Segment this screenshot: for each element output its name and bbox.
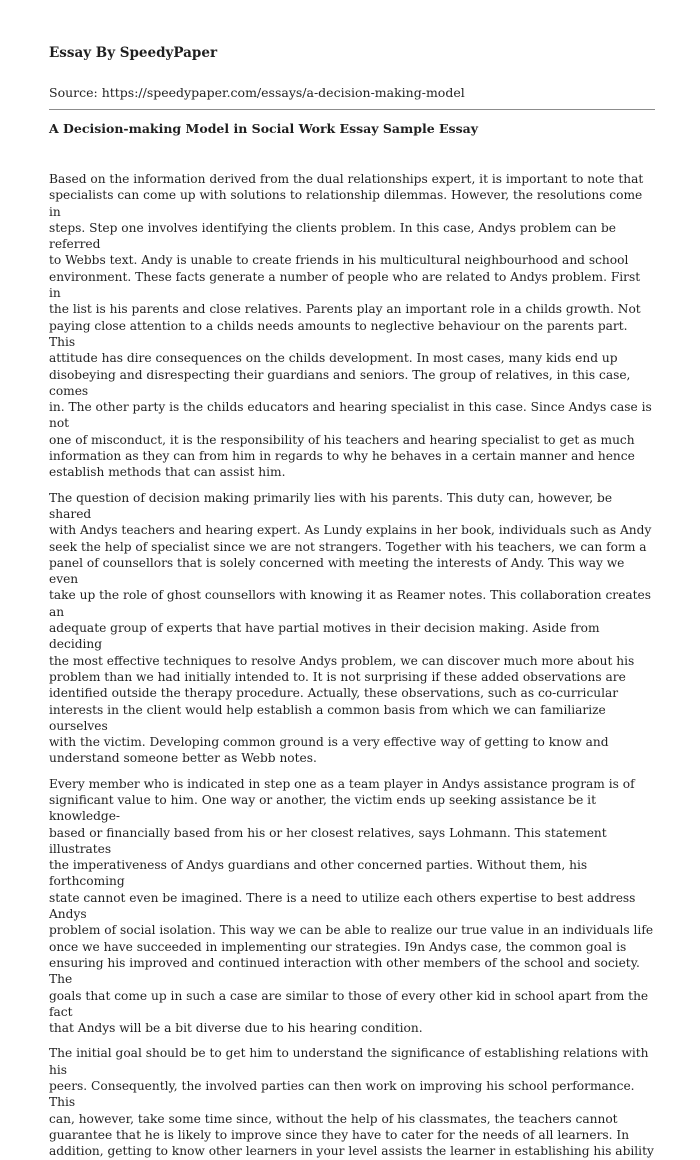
essay-title: A Decision-making Model in Social Work Essay Sample Essay (49, 121, 478, 136)
essay-body (49, 171, 655, 1159)
body-paragraph: Based on the information derived from the dual relationships expert, it is important to note that specialists can come up with solutions to relationship dilemmas. However, the resolutions come in steps. Step one involves identifying the clients problem. In this case, Andys problem can be referred to Webbs text. Andy is unable to create friends in his multicultural neighbourhood and school environment. These facts generate a number of people who are related to Andys problem. First in the list is his parents and close relatives. Parents play an important role in a childs growth. Not paying close attention to a childs needs amounts to neglective behaviour on the parents part. This attitude has dire consequences on the childs development. In most cases, many kids end up disobeying and disrespecting their guardians and seniors. The group of relatives, in this case, comes in. The other party is the childs educators and hearing specialist in this case. Since Andys case is not one of misconduct, it is the responsibility of his teachers and hearing specialist to get as much information as they can from him in regards to why he behaves in a certain manner and hence establish methods that can assist him. (49, 172, 652, 480)
header-divider (49, 109, 655, 110)
essay-author-line: Essay By SpeedyPaper (49, 45, 218, 61)
body-paragraph: Every member who is indicated in step one as a team player in Andys assistance program is of significant value to him. One way or another, the victim ends up seeking assistance be it knowledge- based or financially based from his or her closest relatives, says Lohmann. This statement illustrates the imperativeness of Andys guardians and other concerned parties. Without them, his forthcoming state cannot even be imagined. There is a need to utilize each others expertise to best address Andys problem of social isolation. This way we can be able to realize our true value in an individuals life once we have succeeded in implementing our strategies. I9n Andys case, the common goal is ensuring his improved and continued interaction with other members of the school and society. The goals that come up in such a case are similar to those of every other kid in school apart from the fact that Andys will be a bit diverse due to his hearing condition. (49, 776, 654, 1036)
document-header (49, 44, 659, 101)
body-paragraph: The question of decision making primarily lies with his parents. This duty can, however, be shared with Andys teachers and hearing expert. As Lundy explains in her book, individuals such as Andy seek the help of specialist since we are not strangers. Together with his teachers, we can form a panel of counsellors that is solely concerned with meeting the interests of Andy. This way we even take up the role of ghost counsellors with knowing it as Reamer notes. This collaboration creates an adequate group of experts that have partial motives in their decision making. Aside from deciding the most effective techniques to resolve Andys problem, we can discover much more about his problem than we had initially intended to. It is not surprising if these added observations are identified outside the therapy procedure. Actually, these observations, such as co-curricular interests in the client would help establish a common basis from which we can familiarize ourselves with the victim. Developing common ground is a very effective way of getting to know and understand someone better as Webb notes. (49, 490, 652, 766)
body-paragraph: The initial goal should be to get him to understand the significance of establishing relations with his peers. Consequently, the involved parties can then work on improving his school performance. This can, however, take some time since, without the help of his classmates, the teachers cannot guarantee that he is likely to improve since they have to cater for the needs of all learners. In addition, getting to know other learners in your level assists the learner in establishing his ability (49, 1046, 654, 1159)
source-line: Source: https://speedypaper.com/essays/a-decision-making-model (49, 85, 465, 100)
